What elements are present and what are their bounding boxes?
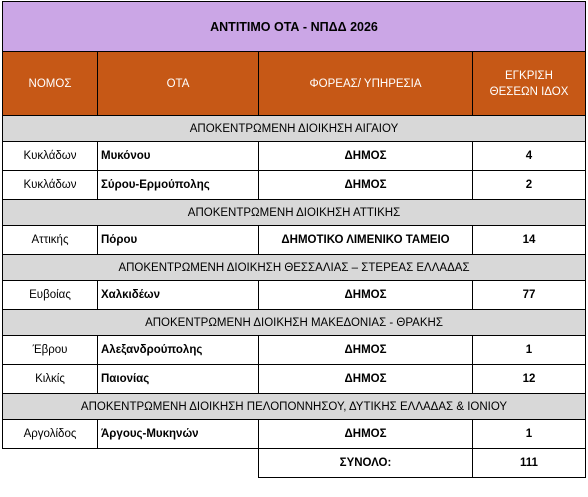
region-row	[3, 255, 586, 281]
cell-ota: Σύρου-Ερμούπολης	[98, 171, 259, 200]
region-title: ΑΠΟΚΕΝΤΡΩΜΕΝΗ ΔΙΟΙΚΗΣΗ ΜΑΚΕΔΟΝΙΑΣ - ΘΡΑΚΗΣ	[3, 310, 586, 336]
cell-positions: 1	[473, 420, 586, 449]
cell-ota: Πόρου	[98, 226, 259, 255]
cell-positions: 12	[473, 365, 586, 394]
table-row	[3, 142, 586, 171]
cell-ota: Χαλκιδέων	[98, 281, 259, 310]
cell-foreas: ΔΗΜΟΣ	[259, 281, 473, 310]
header-ota: ΟΤΑ	[98, 52, 259, 116]
cell-foreas: ΔΗΜΟΤΙΚΟ ΛΙΜΕΝΙΚΟ ΤΑΜΕΙΟ	[259, 226, 473, 255]
cell-ota: Αλεξανδρούπολης	[98, 336, 259, 365]
cell-ota: Άργους-Μυκηνών	[98, 420, 259, 449]
cell-nomos: Έβρου	[3, 336, 98, 365]
cell-ota: Μυκόνου	[98, 142, 259, 171]
positions-table	[2, 1, 586, 478]
cell-foreas: ΔΗΜΟΣ	[259, 420, 473, 449]
cell-positions: 2	[473, 171, 586, 200]
total-spacer	[98, 449, 259, 478]
region-row	[3, 200, 586, 226]
region-title: ΑΠΟΚΕΝΤΡΩΜΕΝΗ ΔΙΟΙΚΗΣΗ ΠΕΛΟΠΟΝΝΗΣΟΥ, ΔΥΤΙΚΗΣ ΕΛΛΑΔΑΣ & ΙΟΝΙΟΥ	[3, 394, 586, 420]
table-row	[3, 281, 586, 310]
cell-nomos: Κυκλάδων	[3, 171, 98, 200]
cell-positions: 1	[473, 336, 586, 365]
table-row	[3, 336, 586, 365]
region-title: ΑΠΟΚΕΝΤΡΩΜΕΝΗ ΔΙΟΙΚΗΣΗ ΘΕΣΣΑΛΙΑΣ – ΣΤΕΡΕΑΣ ΕΛΛΑΔΑΣ	[3, 255, 586, 281]
region-title: ΑΠΟΚΕΝΤΡΩΜΕΝΗ ΔΙΟΙΚΗΣΗ ΑΙΓΑΙΟΥ	[3, 116, 586, 142]
table-title: ΑΝΤΙΤΙΜΟ ΟΤΑ - ΝΠΔΔ 2026	[3, 2, 586, 52]
header-approval-line1: ΕΓΚΡΙΣΗ	[505, 69, 553, 82]
total-label: ΣΥΝΟΛΟ:	[259, 449, 473, 478]
cell-foreas: ΔΗΜΟΣ	[259, 171, 473, 200]
cell-nomos: Κιλκίς	[3, 365, 98, 394]
header-nomos: ΝΟΜΟΣ	[3, 52, 98, 116]
header-approval	[473, 52, 586, 116]
total-value: 111	[473, 449, 586, 478]
table-row	[3, 420, 586, 449]
table-row	[3, 226, 586, 255]
cell-foreas: ΔΗΜΟΣ	[259, 365, 473, 394]
header-foreas: ΦΟΡΕΑΣ/ ΥΠΗΡΕΣΙΑ	[259, 52, 473, 116]
table-row	[3, 171, 586, 200]
header-row	[3, 52, 586, 116]
header-approval-line2: ΘΕΣΕΩΝ ΙΔΟΧ	[489, 85, 569, 98]
cell-ota: Παιονίας	[98, 365, 259, 394]
cell-nomos: Κυκλάδων	[3, 142, 98, 171]
cell-nomos: Αττικής	[3, 226, 98, 255]
cell-nomos: Ευβοίας	[3, 281, 98, 310]
region-row	[3, 310, 586, 336]
total-spacer	[3, 449, 98, 478]
total-row	[3, 449, 586, 478]
cell-positions: 4	[473, 142, 586, 171]
table-row	[3, 365, 586, 394]
region-title: ΑΠΟΚΕΝΤΡΩΜΕΝΗ ΔΙΟΙΚΗΣΗ ΑΤΤΙΚΗΣ	[3, 200, 586, 226]
cell-positions: 77	[473, 281, 586, 310]
cell-foreas: ΔΗΜΟΣ	[259, 142, 473, 171]
cell-foreas: ΔΗΜΟΣ	[259, 336, 473, 365]
region-row	[3, 394, 586, 420]
cell-nomos: Αργολίδος	[3, 420, 98, 449]
title-row	[3, 2, 586, 52]
cell-positions: 14	[473, 226, 586, 255]
region-row	[3, 116, 586, 142]
